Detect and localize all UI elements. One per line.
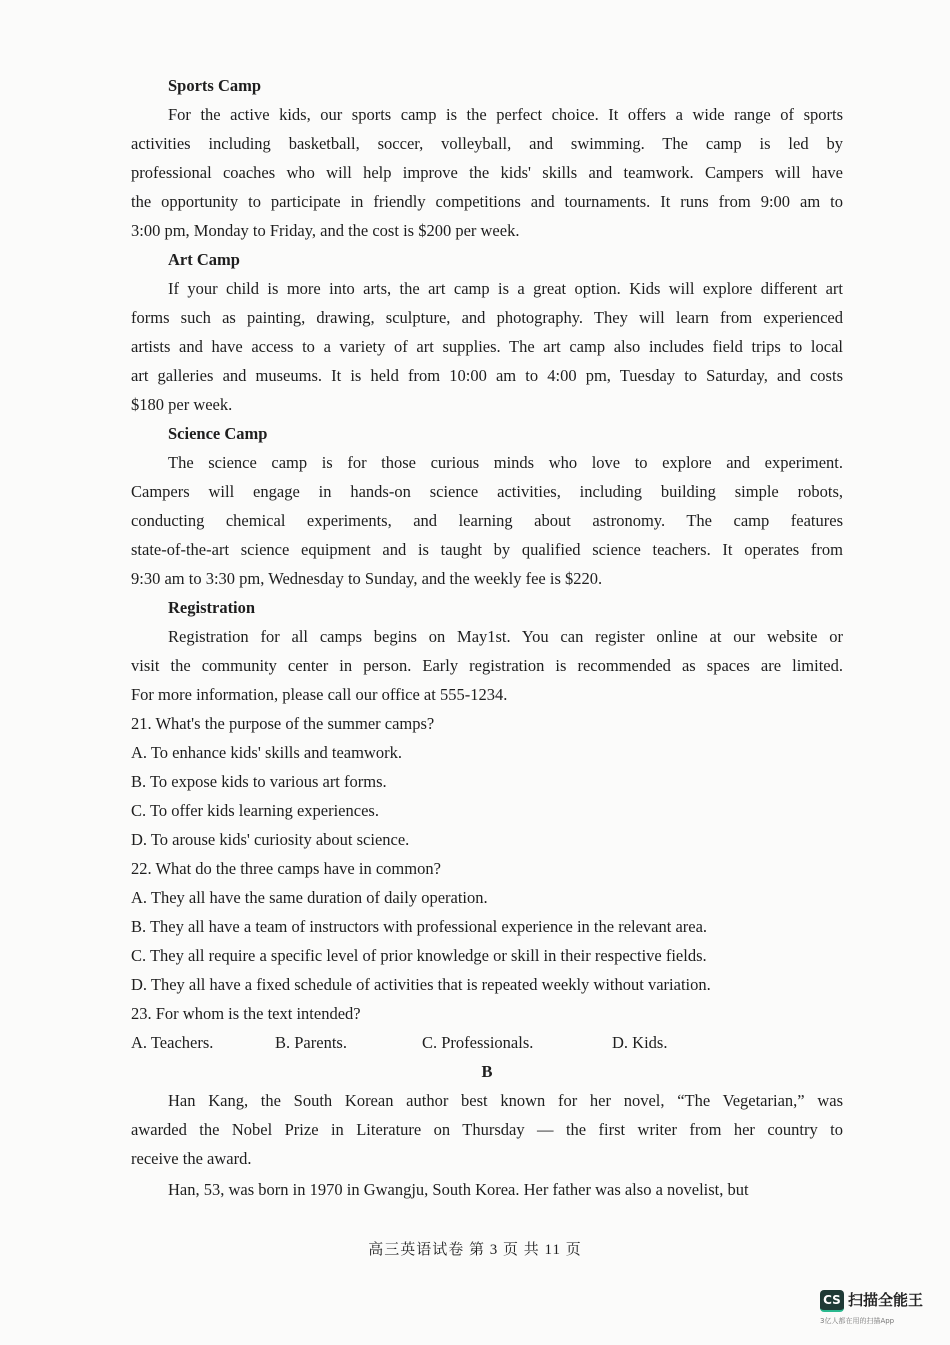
section-heading (131, 419, 843, 448)
page-footer: 高三英语试卷 第 3 页 共 11 页 (368, 1242, 582, 1258)
text-line: For more information, please call our office at 555-1234. (131, 685, 508, 704)
section-heading (131, 71, 843, 100)
text-line: professional coaches who will help improve the kids' skills and teamwork. Campers will have (131, 163, 843, 182)
paragraph (131, 448, 843, 593)
text-line: conducting chemical experiments, and learning about astronomy. The camp features (131, 511, 843, 530)
text-line: Registration for all camps begins on May1st. You can register online at our website or (168, 627, 843, 646)
text-line: D. To arouse kids' curiosity about science. (131, 830, 410, 849)
text-line: receive the award. (131, 1149, 252, 1168)
paragraph (131, 1086, 843, 1173)
text-line: For the active kids, our sports camp is the perfect choice. It offers a wide range of sports (168, 105, 843, 124)
answer-option: B. Parents. (275, 1033, 347, 1052)
options-row (131, 1028, 843, 1057)
text-line: C. They all require a specific level of prior knowledge or skill in their respective fields. (131, 946, 707, 965)
logo-tagline: 3亿人都在用的扫描App (820, 1317, 895, 1325)
text-line: awarded the Nobel Prize in Literature on Thursday — the first writer from her country to (131, 1120, 843, 1139)
text-line: visit the community center in person. Early registration is recommended as spaces are limited. (131, 656, 843, 675)
text-line: D. They all have a fixed schedule of activities that is repeated weekly without variation. (131, 975, 711, 994)
text-line: 21. What's the purpose of the summer camps? (131, 714, 435, 733)
text-line: Han Kang, the South Korean author best known for her novel, “The Vegetarian,” was (168, 1091, 843, 1110)
text-line: Art Camp (168, 250, 240, 269)
text-line: Sports Camp (168, 76, 262, 95)
text-line: Science Camp (168, 424, 268, 443)
text-line: 3:00 pm, Monday to Friday, and the cost is $200 per week. (131, 221, 520, 240)
paragraph (131, 622, 843, 709)
text-line: $180 per week. (131, 395, 233, 414)
logo-name: 扫描全能王 (848, 1291, 924, 1309)
paragraph (131, 1175, 843, 1204)
text-line: forms such as painting, drawing, sculpture, and photography. They will learn from experienced (131, 308, 843, 327)
text-line: activities including basketball, soccer, volleyball, and swimming. The camp is led by (131, 134, 843, 153)
text-line: B (481, 1062, 493, 1081)
answer-option: C. Professionals. (422, 1033, 534, 1052)
text-line: C. To offer kids learning experiences. (131, 801, 379, 820)
paragraph (131, 100, 843, 245)
paragraph (131, 274, 843, 419)
text-line: If your child is more into arts, the art camp is a great option. Kids will explore different art (168, 279, 843, 298)
section-label (131, 1057, 843, 1086)
text-line: state-of-the-art science equipment and is taught by qualified science teachers. It operates from (131, 540, 843, 559)
text-line: Campers will engage in hands-on science activities, including building simple robots, (131, 482, 843, 501)
text-line: A. To enhance kids' skills and teamwork. (131, 743, 402, 762)
question-lines (131, 709, 843, 1028)
text-line: Han, 53, was born in 1970 in Gwangju, South Korea. Her father was also a novelist, but (168, 1180, 749, 1199)
text-line: 23. For whom is the text intended? (131, 1004, 361, 1023)
answer-options (131, 1028, 843, 1057)
scanner-watermark-logo (820, 1290, 940, 1330)
text-line: 22. What do the three camps have in common? (131, 859, 441, 878)
section-heading (131, 245, 843, 274)
cs-logo-icon: CS (820, 1290, 844, 1312)
text-line: B. They all have a team of instructors with professional experience in the relevant area. (131, 917, 708, 936)
text-line: B. To expose kids to various art forms. (131, 772, 387, 791)
text-line: Registration (168, 598, 256, 617)
text-line: The science camp is for those curious minds who love to explore and experiment. (168, 453, 843, 472)
answer-option: A. Teachers. (131, 1033, 214, 1052)
text-line: the opportunity to participate in friendly competitions and tournaments. It runs from 9:00 am to (131, 192, 843, 211)
section-heading (131, 593, 843, 622)
text-line: artists and have access to a variety of art supplies. The art camp also includes field trips to local (131, 337, 843, 356)
document-body (131, 71, 843, 1204)
text-line: art galleries and museums. It is held from 10:00 am to 4:00 pm, Tuesday to Saturday, and costs (131, 366, 843, 385)
text-line: 9:30 am to 3:30 pm, Wednesday to Sunday, and the weekly fee is $220. (131, 569, 603, 588)
text-line: A. They all have the same duration of daily operation. (131, 888, 488, 907)
answer-option: D. Kids. (612, 1033, 668, 1052)
